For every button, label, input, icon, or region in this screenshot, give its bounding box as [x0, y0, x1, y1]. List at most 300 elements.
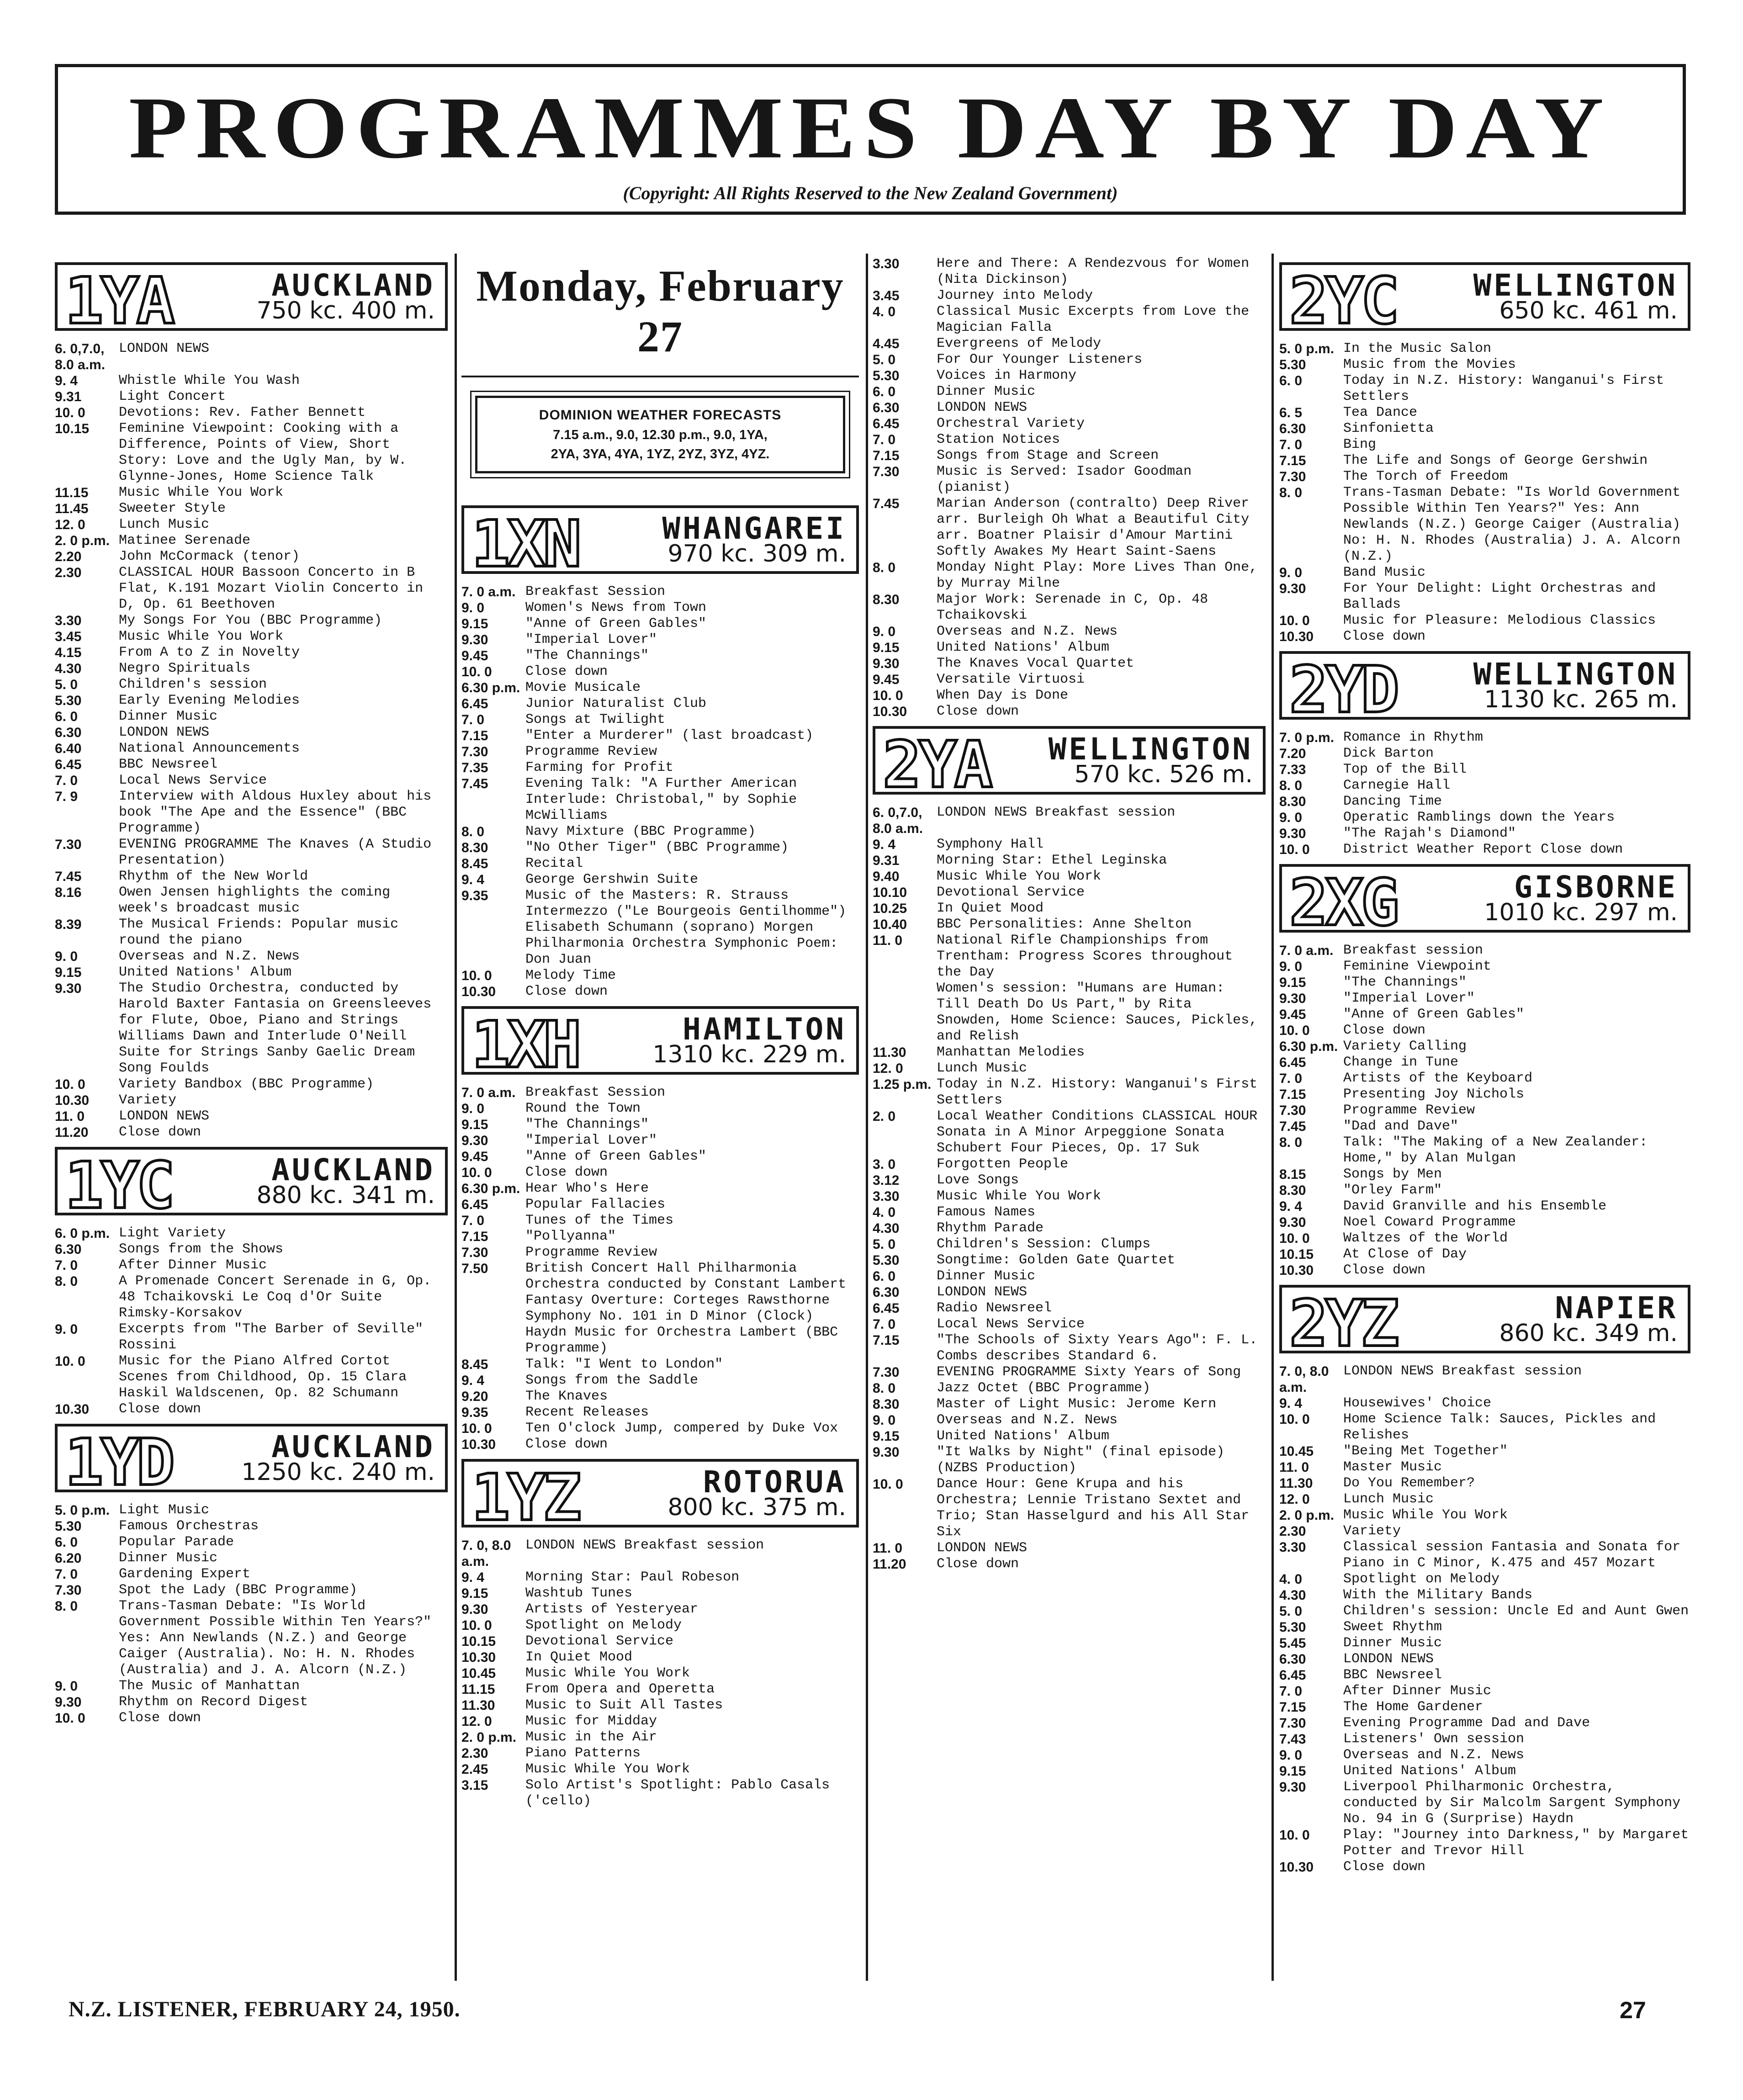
schedule-entry — [1279, 975, 1690, 991]
entry-programme: LONDON NEWS — [119, 725, 210, 740]
entry-programme: Close down — [525, 1436, 608, 1452]
entry-programme: Close down — [1343, 1859, 1426, 1875]
schedule-entry — [1279, 1198, 1690, 1214]
schedule-entry — [1279, 341, 1690, 357]
weather-title: DOMINION WEATHER FORECASTS — [539, 408, 782, 423]
publication-footer: N.Z. LISTENER, FEBRUARY 24, 1950. — [69, 1997, 461, 2021]
entry-time: 9. 4 — [461, 872, 485, 887]
entry-programme: The Home Gardener — [1343, 1699, 1483, 1715]
schedule-entry — [55, 1092, 448, 1108]
entry-time: 9. 0 — [55, 1322, 78, 1337]
entry-time: 10. 0 — [55, 1077, 85, 1092]
entry-time: 5.30 — [873, 368, 900, 383]
entry-time: 11. 0 — [1279, 1460, 1309, 1475]
entry-time: 6.45 — [873, 416, 900, 431]
schedule-entry — [873, 1540, 1266, 1556]
entry-programme: Music of the Masters: R. Strauss Intermezzo ("Le Bourgeois Gentilhomme") Elisabeth Schumann (soprano) Morgen Philharmonia Orchestra Symphonic Poem: Don Juan — [525, 887, 847, 967]
entry-time: 10.45 — [1279, 1444, 1314, 1459]
schedule-entry — [55, 645, 448, 661]
entry-time: 10.40 — [873, 917, 907, 932]
entry-time: 6.30 — [1279, 421, 1306, 436]
station-callsign: 2YD — [1289, 653, 1397, 727]
entry-programme: Manhattan Melodies — [937, 1045, 1085, 1060]
entry-programme: Forgotten People — [937, 1156, 1069, 1172]
entry-time — [873, 981, 937, 1045]
station-frequency: 800 kc. 375 m. — [668, 1493, 846, 1521]
entry-time: 11.45 — [55, 501, 89, 516]
entry-time: 10.30 — [461, 984, 496, 999]
schedule-entry — [873, 624, 1266, 640]
entry-time: 7.15 — [873, 448, 900, 463]
entry-programme: With the Military Bands — [1343, 1587, 1533, 1603]
entry-time: 2. 0 p.m. — [461, 1729, 517, 1745]
entry-programme: Top of the Bill — [1343, 762, 1467, 777]
entry-programme: Trans-Tasman Debate: "Is World Government Possible Within Ten Years?" Yes: Ann Newlands (N.Z.) George Caiger (Australia) No: H. N. Rhodes (Australia) J. A. Alcorn (N.Z.) — [1343, 485, 1681, 564]
entry-time: 5. 0 — [873, 1237, 896, 1252]
entry-programme: Light Music — [119, 1502, 210, 1518]
entry-programme: Lunch Music — [1343, 1491, 1434, 1507]
station-frequency: 880 kc. 341 m. — [256, 1182, 435, 1209]
entry-programme: Sinfonietta — [1343, 421, 1434, 436]
entry-time: 10. 0 — [1279, 1231, 1310, 1246]
schedule-entry — [55, 917, 448, 949]
entry-programme: Whistle While You Wash — [119, 373, 300, 388]
entry-programme: Music for Midday — [525, 1713, 657, 1729]
schedule-entry — [873, 1332, 1266, 1364]
schedule-entry — [461, 1373, 859, 1389]
entry-programme: Rhythm of the New World — [119, 869, 308, 884]
schedule-entry — [873, 885, 1266, 901]
schedule-entry — [55, 741, 448, 757]
schedule-entry — [55, 773, 448, 789]
schedule-entry — [1279, 1667, 1690, 1683]
schedule-entry — [873, 1204, 1266, 1220]
entry-time: 3.30 — [873, 1189, 900, 1204]
entry-programme: "The Channings" — [525, 1116, 649, 1132]
schedule-entry — [873, 981, 1266, 1045]
entry-time: 7. 0, 8.0 a.m. — [1279, 1364, 1329, 1395]
station-header-1xh — [461, 1006, 859, 1082]
entry-programme: Music in the Air — [525, 1729, 657, 1745]
entry-time: 10. 0 — [461, 1165, 492, 1180]
entry-time: 7.30 — [461, 744, 488, 759]
station-city: HAMILTON — [683, 1011, 846, 1047]
entry-time: 2. 0 p.m. — [1279, 1508, 1335, 1523]
station-callsign: 1XH — [472, 1008, 579, 1082]
entry-programme: Play: "Journey into Darkness," by Margaret Potter and Trevor Hill — [1343, 1827, 1689, 1859]
entry-programme: Housewives' Choice — [1343, 1395, 1492, 1411]
entry-time: 6.30 — [873, 1285, 900, 1300]
entry-time: 7.30 — [1279, 469, 1306, 484]
station-callsign: 2YC — [1289, 264, 1397, 339]
entry-time: 10.30 — [1279, 1860, 1314, 1875]
entry-time: 3.30 — [55, 613, 82, 628]
schedule-entry — [55, 869, 448, 885]
entry-time: 9.30 — [461, 1133, 488, 1148]
entry-time: 7. 0 — [1279, 1684, 1303, 1699]
schedule-entry — [1279, 1827, 1690, 1859]
entry-programme: Trans-Tasman Debate: "Is World Government Possible Within Ten Years?" Yes: Ann Newlands (N.Z.) and George Caiger (Australia). No: H. N. Rhodes (Australia) and J. A. Alcorn (N.Z.) — [119, 1598, 432, 1678]
schedule-entry — [461, 1357, 859, 1373]
schedule-entry — [873, 869, 1266, 885]
schedule-entry — [55, 341, 448, 373]
schedule-entry — [461, 856, 859, 872]
entry-time: 9. 4 — [873, 837, 896, 852]
entry-time: 7.45 — [1279, 1119, 1306, 1134]
entry-programme: Spotlight on Melody — [525, 1617, 682, 1633]
entry-programme: Artists of Yesteryear — [525, 1601, 699, 1617]
entry-time: 7. 0 — [461, 1213, 485, 1228]
schedule-1yc — [55, 1225, 448, 1417]
entry-programme: Programme Review — [1343, 1103, 1475, 1118]
entry-programme: Dinner Music — [119, 709, 218, 724]
schedule-entry — [55, 885, 448, 917]
entry-programme: Light Concert — [119, 389, 226, 404]
entry-programme: "Imperial Lover" — [1343, 991, 1475, 1006]
entry-time: 3.45 — [55, 629, 82, 644]
entry-time: 6.30 — [873, 400, 900, 415]
schedule-entry — [1279, 810, 1690, 826]
entry-programme: "It Walks by Night" (final episode) (NZBS Production) — [937, 1444, 1225, 1476]
entry-time: 7.30 — [873, 464, 900, 479]
entry-time: 4.30 — [1279, 1588, 1306, 1603]
entry-time: 10.15 — [55, 421, 90, 436]
schedule-entry — [461, 1633, 859, 1649]
schedule-entry — [55, 1710, 448, 1726]
entry-time: 11.30 — [873, 1045, 906, 1060]
schedule-entry — [1279, 1363, 1690, 1395]
entry-programme: The Knaves Vocal Quartet — [937, 656, 1134, 671]
entry-time: 10. 0 — [461, 664, 492, 679]
entry-time: 9. 4 — [1279, 1199, 1303, 1214]
entry-programme: Major Work: Serenade in C, Op. 48 Tchaikovski — [937, 592, 1208, 623]
schedule-entry — [873, 1188, 1266, 1204]
entry-time: 8. 0 — [873, 1381, 896, 1396]
entry-programme: Do You Remember? — [1343, 1475, 1475, 1491]
schedule-entry — [461, 888, 859, 968]
entry-programme: Popular Fallacies — [525, 1196, 666, 1212]
entry-time: 10.25 — [873, 901, 907, 916]
entry-programme: A Promenade Concert Serenade in G, Op. 48 Tchaikovski Le Coq d'Or Suite Rimsky-Korsakov — [119, 1273, 432, 1321]
schedule-2yd — [1279, 730, 1690, 858]
entry-time: 7. 0 — [55, 1258, 78, 1273]
schedule-entry — [461, 648, 859, 664]
entry-programme: Love Songs — [937, 1172, 1019, 1188]
entry-time: 4.15 — [55, 645, 82, 660]
entry-time: 12. 0 — [873, 1061, 903, 1076]
entry-time: 6. 0 p.m. — [55, 1226, 110, 1241]
entry-time: 5.30 — [1279, 357, 1306, 372]
entry-programme: Women's session: "Humans are Human: Till Death Do Us Part," by Rita Snowden, Home Science: Sauces, Pickles, and Relish — [937, 981, 1258, 1044]
entry-programme: Variety — [119, 1092, 177, 1108]
entry-time: 12. 0 — [1279, 1492, 1310, 1507]
entry-time: 9.20 — [461, 1389, 488, 1404]
entry-programme: Tunes of the Times — [525, 1212, 674, 1228]
entry-time: 10.30 — [873, 704, 907, 719]
entry-time: 6.30 — [1279, 1652, 1306, 1667]
column-divider — [866, 254, 868, 1981]
entry-time: 8.30 — [1279, 794, 1306, 809]
schedule-entry — [461, 1229, 859, 1245]
entry-time: 5. 0 — [55, 677, 78, 692]
entry-programme: Morning Star: Ethel Leginska — [937, 853, 1167, 868]
entry-time: 9. 0 — [1279, 959, 1303, 974]
schedule-entry — [873, 352, 1266, 368]
entry-programme: Piano Patterns — [525, 1745, 641, 1761]
entry-programme: John McCormack (tenor) — [119, 549, 300, 564]
schedule-entry — [55, 789, 448, 837]
entry-programme: "Anne of Green Gables" — [525, 615, 707, 631]
entry-programme: Here and There: A Rendezvous for Women (Nita Dickinson) — [937, 256, 1250, 287]
entry-programme: Overseas and N.Z. News — [937, 1412, 1118, 1428]
schedule-entry — [873, 656, 1266, 672]
schedule-entry — [461, 968, 859, 984]
entry-time: 9. 0 — [461, 600, 485, 615]
entry-programme: Sweeter Style — [119, 501, 226, 516]
entry-programme: Music While You Work — [119, 485, 284, 500]
schedule-entry — [461, 1617, 859, 1633]
entry-time: 7. 0 — [55, 773, 78, 788]
entry-programme: Presenting Joy Nichols — [1343, 1087, 1525, 1102]
entry-time: 9. 4 — [461, 1373, 485, 1388]
entry-programme: Operatic Ramblings down the Years — [1343, 810, 1615, 825]
entry-time: 8. 0 — [55, 1599, 78, 1614]
entry-programme: Evening Talk: "A Further American Interlude: Christobal," by Sophie McWilliams — [525, 775, 797, 823]
schedule-entry — [461, 776, 859, 824]
entry-programme: LONDON NEWS — [937, 400, 1028, 415]
schedule-entry — [55, 517, 448, 533]
entry-programme: Music from the Movies — [1343, 357, 1516, 372]
entry-time: 9. 0 — [873, 1413, 896, 1428]
schedule-entry — [1279, 1214, 1690, 1230]
entry-time: 6.30 — [55, 1242, 82, 1257]
entry-time: 9.45 — [461, 648, 488, 663]
schedule-entry — [461, 680, 859, 696]
entry-time: 6. 0,7.0, 8.0 a.m. — [873, 805, 923, 836]
schedule-entry — [55, 1566, 448, 1582]
entry-time: 7.30 — [1279, 1103, 1306, 1118]
entry-time: 2. 0 — [873, 1109, 896, 1124]
schedule-entry — [873, 368, 1266, 384]
entry-programme: Variety Bandbox (BBC Programme) — [119, 1077, 374, 1092]
schedule-1xn — [461, 584, 859, 1000]
schedule-entry — [55, 1678, 448, 1694]
entry-time: 9.30 — [873, 656, 900, 671]
entry-programme: Solo Artist's Spotlight: Pablo Casals ('cello) — [525, 1777, 830, 1809]
entry-time: 7.30 — [873, 1365, 900, 1380]
entry-time: 11.15 — [55, 485, 89, 500]
entry-time: 7.45 — [55, 869, 82, 884]
entry-programme: "No Other Tiger" (BBC Programme) — [525, 839, 789, 855]
entry-time: 6.30 p.m. — [461, 680, 520, 695]
schedule-entry — [1279, 1715, 1690, 1731]
station-callsign: 1YA — [65, 264, 172, 339]
schedule-entry — [55, 373, 448, 389]
entry-time: 9.15 — [461, 1117, 488, 1132]
entry-programme: Recent Releases — [525, 1404, 649, 1420]
column-divider — [455, 254, 457, 1981]
entry-time: 4.30 — [873, 1221, 900, 1236]
schedule-entry — [873, 1252, 1266, 1268]
entry-programme: "Imperial Lover" — [525, 1132, 657, 1148]
entry-programme: "The Channings" — [1343, 975, 1467, 990]
schedule-entry — [55, 1257, 448, 1273]
entry-programme: Dinner Music — [119, 1550, 218, 1566]
entry-programme: LONDON NEWS — [937, 1540, 1028, 1556]
entry-programme: Lunch Music — [119, 517, 210, 532]
entry-programme: Light Variety — [119, 1225, 226, 1241]
entry-programme: Farming for Profit — [525, 759, 674, 775]
entry-time: 7.30 — [55, 1583, 82, 1598]
entry-time: 3.30 — [1279, 1540, 1306, 1555]
schedule-entry — [55, 613, 448, 629]
entry-programme: Rhythm on Record Digest — [119, 1694, 308, 1710]
entry-time: 9.30 — [1279, 991, 1306, 1006]
entry-time: 8. 0 — [1279, 485, 1303, 500]
entry-time: 4. 0 — [873, 304, 896, 319]
entry-programme: Songs by Men — [1343, 1167, 1442, 1182]
schedule-entry — [873, 1300, 1266, 1316]
schedule-entry — [461, 632, 859, 648]
schedule-entry — [873, 304, 1266, 336]
entry-programme: Waltzes of the World — [1343, 1230, 1508, 1246]
schedule-entry — [1279, 1135, 1690, 1167]
station-frequency: 1310 kc. 229 m. — [652, 1040, 846, 1068]
schedule-entry — [1279, 405, 1690, 421]
entry-programme: United Nations' Album — [937, 640, 1110, 655]
entry-time: 10.30 — [55, 1402, 90, 1417]
entry-time: 7. 9 — [55, 789, 78, 804]
entry-programme: Artists of the Keyboard — [1343, 1071, 1533, 1086]
schedule-entry — [461, 1197, 859, 1213]
entry-time: 6. 0 — [873, 384, 896, 399]
schedule-entry — [1279, 762, 1690, 778]
entry-time: 7.30 — [461, 1245, 488, 1260]
schedule-entry — [461, 1697, 859, 1713]
schedule-entry — [55, 1225, 448, 1241]
schedule-entry — [461, 1729, 859, 1745]
entry-time: 3.15 — [461, 1777, 488, 1793]
station-header-1yz — [461, 1459, 859, 1535]
station-callsign: 1XN — [472, 507, 579, 582]
entry-time: 9. 0 — [1279, 1748, 1303, 1763]
entry-time: 7.33 — [1279, 762, 1306, 777]
entry-programme: United Nations' Album — [1343, 1763, 1516, 1779]
schedule-entry — [55, 421, 448, 485]
station-header-1ya — [55, 262, 448, 339]
entry-programme: Music While You Work — [119, 629, 284, 644]
entry-programme: Monday Night Play: More Lives Than One, by Murray Milne — [937, 560, 1258, 591]
station-frequency: 650 kc. 461 m. — [1499, 297, 1678, 324]
schedule-entry — [873, 1284, 1266, 1300]
schedule-entry — [461, 584, 859, 600]
entry-programme: Close down — [937, 704, 1019, 719]
schedule-entry — [55, 1598, 448, 1678]
entry-time: 7. 0 — [873, 432, 896, 447]
schedule-entry — [461, 744, 859, 760]
entry-time: 6.45 — [1279, 1055, 1306, 1070]
entry-programme: Classical session Fantasia and Sonata for Piano in C Minor, K.475 and 457 Mozart — [1343, 1539, 1681, 1571]
schedule-entry — [873, 1268, 1266, 1284]
schedule-entry — [55, 405, 448, 421]
schedule-entry — [461, 824, 859, 840]
schedule-entry — [461, 1538, 859, 1570]
schedule-entry — [461, 1745, 859, 1761]
entry-time: 10. 0 — [55, 1711, 85, 1726]
entry-programme: Gardening Expert — [119, 1566, 251, 1582]
entry-programme: The Torch of Freedom — [1343, 469, 1508, 484]
entry-programme: Listeners' Own session — [1343, 1731, 1525, 1747]
station-header-1yd — [55, 1424, 448, 1500]
schedule-entry — [55, 725, 448, 741]
entry-programme: Women's News from Town — [525, 599, 707, 615]
entry-time: 10.30 — [1279, 1263, 1314, 1278]
weather-stations: 2YA, 3YA, 4YA, 1YZ, 2YZ, 3YZ, 4YZ. — [551, 446, 770, 461]
schedule-entry — [873, 1045, 1266, 1061]
schedule-entry — [1279, 613, 1690, 629]
entry-time: 8.39 — [55, 917, 82, 932]
entry-programme: Voices in Harmony — [937, 368, 1077, 383]
entry-time: 9.15 — [873, 1429, 900, 1444]
entry-programme: Morning Star: Paul Robeson — [525, 1569, 740, 1585]
entry-time: 7.45 — [461, 776, 488, 791]
schedule-entry — [1279, 1039, 1690, 1055]
schedule-entry — [1279, 1619, 1690, 1635]
entry-programme: District Weather Report Close down — [1343, 842, 1623, 857]
weather-forecast-box — [475, 396, 845, 473]
schedule-1yz — [461, 1538, 859, 1809]
entry-programme: Children's Session: Clumps — [937, 1236, 1151, 1252]
entry-time: 10.15 — [461, 1633, 496, 1649]
schedule-entry — [873, 1476, 1266, 1540]
station-city: AUCKLAND — [271, 1429, 435, 1464]
schedule-entry — [1279, 1119, 1690, 1135]
schedule-entry — [1279, 959, 1690, 975]
entry-programme: Close down — [119, 1710, 201, 1726]
station-frequency: 1010 kc. 297 m. — [1484, 899, 1678, 926]
schedule-entry — [55, 1321, 448, 1353]
entry-programme: Spotlight on Melody — [1343, 1571, 1500, 1587]
schedule-entry — [461, 616, 859, 632]
entry-time: 10.30 — [55, 1093, 90, 1108]
schedule-entry — [55, 757, 448, 773]
entry-time: 3.12 — [873, 1173, 900, 1188]
entry-programme: "Pollyanna" — [525, 1228, 616, 1244]
schedule-entry — [873, 1556, 1266, 1572]
schedule-entry — [1279, 421, 1690, 437]
schedule-entry — [1279, 1475, 1690, 1491]
entry-programme: Excerpts from "The Barber of Seville" Rossini — [119, 1321, 424, 1353]
entry-programme: Radio Newsreel — [937, 1300, 1052, 1316]
entry-time: 8.30 — [461, 840, 488, 855]
schedule-entry — [873, 448, 1266, 464]
entry-programme: Spot the Lady (BBC Programme) — [119, 1582, 358, 1598]
entry-programme: Programme Review — [525, 743, 657, 759]
entry-programme: Close down — [119, 1124, 201, 1140]
entry-time: 7.15 — [1279, 1087, 1306, 1102]
entry-programme: British Concert Hall Philharmonia Orchestra conducted by Constant Lambert Fantasy Overture: Corteges Rawsthorne Symphony No. 101 in D Minor (Clock) Haydn Music for Orchestra Lambert (BBC Programme) — [525, 1260, 847, 1356]
entry-programme: Master Music — [1343, 1459, 1442, 1475]
entry-time: 9.15 — [1279, 1764, 1306, 1779]
station-city: AUCKLAND — [271, 1152, 435, 1188]
entry-programme: Orchestral Variety — [937, 416, 1085, 431]
schedule-1yd — [55, 1502, 448, 1726]
schedule-entry — [873, 933, 1266, 981]
entry-programme: Romance in Rhythm — [1343, 730, 1483, 745]
entry-programme: After Dinner Music — [1343, 1683, 1492, 1699]
schedule-entry — [461, 1602, 859, 1617]
entry-programme: LONDON NEWS — [119, 1108, 210, 1124]
